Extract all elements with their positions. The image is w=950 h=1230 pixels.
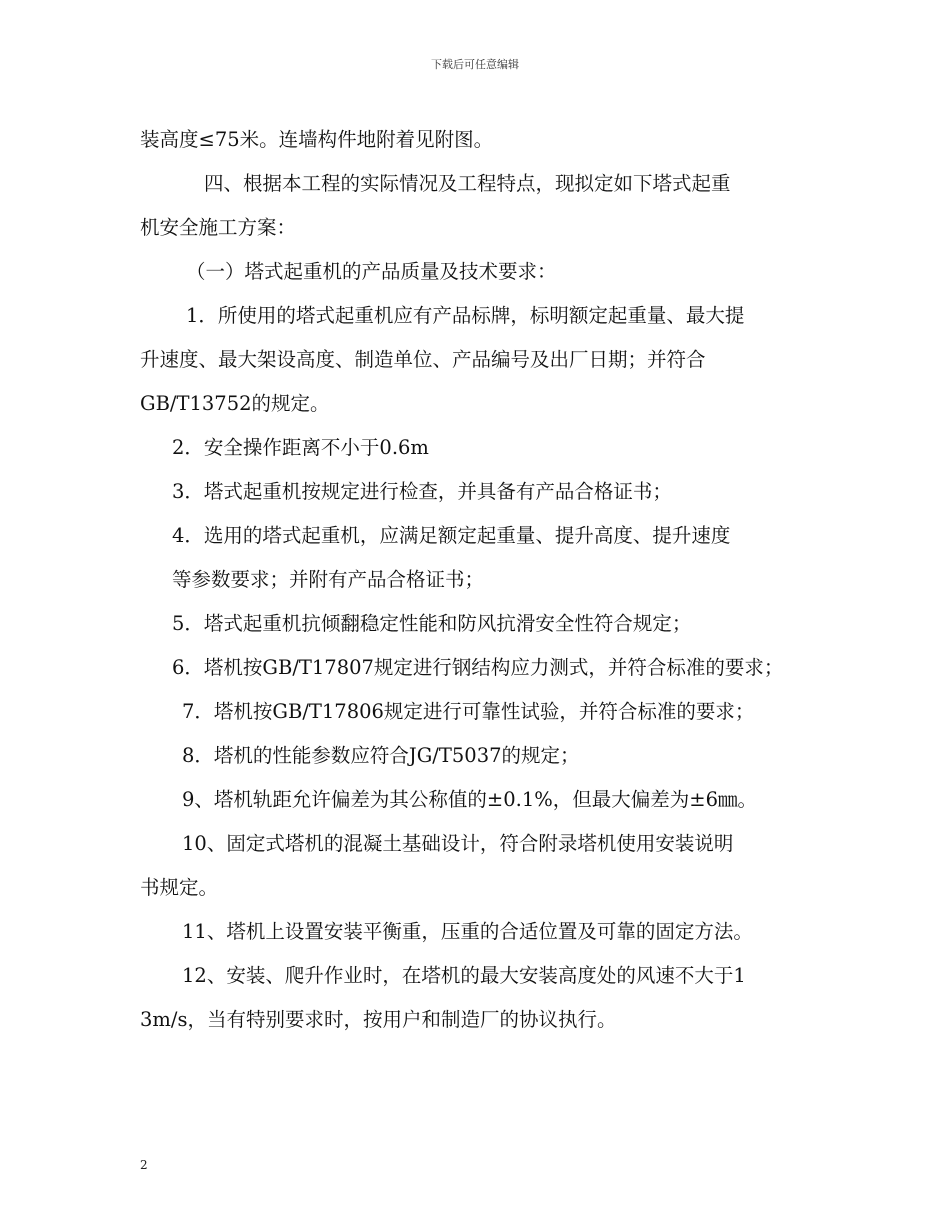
paragraph-line: 四、根据本工程的实际情况及工程特点，现拟定如下塔式起重 xyxy=(204,172,731,195)
paragraph-line: 等参数要求；并附有产品合格证书； xyxy=(172,568,485,591)
paragraph-line: 6．塔机按GB/T17807规定进行钢结构应力测式，并符合标准的要求； xyxy=(172,656,784,679)
paragraph-line: 11、塔机上设置安装平衡重，压重的合适位置及可靠的固定方法。 xyxy=(182,920,753,943)
paragraph-line: （一）塔式起重机的产品质量及技术要求： xyxy=(186,260,557,283)
paragraph-line: 8．塔机的性能参数应符合JG/T5037的规定； xyxy=(182,744,580,767)
paragraph-line: 5．塔式起重机抗倾翻稳定性能和防风抗滑安全性符合规定； xyxy=(172,612,692,635)
paragraph-line: 升速度、最大架设高度、制造单位、产品编号及出厂日期；并符合 xyxy=(140,348,706,371)
paragraph-line: 装高度≤75米。连墙构件地附着见附图。 xyxy=(140,128,494,151)
paragraph-line: 1．所使用的塔式起重机应有产品标牌，标明额定起重量、最大提 xyxy=(186,304,745,327)
paragraph-line: 9、塔机轨距允许偏差为其公称值的±0.1%，但最大偏差为±6㎜。 xyxy=(182,788,758,811)
paragraph-line: 机安全施工方案： xyxy=(140,216,297,239)
paragraph-line: 10、固定式塔机的混凝土基础设计，符合附录塔机使用安装说明 xyxy=(182,832,734,855)
paragraph-line: 3m/s，当有特别要求时，按用户和制造厂的协议执行。 xyxy=(140,1008,617,1031)
paragraph-line: 4．选用的塔式起重机，应满足额定起重量、提升高度、提升速度 xyxy=(172,524,731,547)
paragraph-line: 12、安装、爬升作业时，在塔机的最大安装高度处的风速不大于1 xyxy=(182,964,746,987)
paragraph-line: GB/T13752的规定。 xyxy=(140,392,330,415)
paragraph-line: 书规定。 xyxy=(140,876,219,899)
page-header: 下载后可任意编辑 xyxy=(431,58,519,71)
paragraph-line: 2．安全操作距离不小于0.6m xyxy=(172,436,429,459)
paragraph-line: 3．塔式起重机按规定进行检查，并具备有产品合格证书； xyxy=(172,480,672,503)
page-number: 2 xyxy=(140,1158,148,1172)
paragraph-line: 7．塔机按GB/T17806规定进行可靠性试验，并符合标准的要求； xyxy=(182,700,755,723)
